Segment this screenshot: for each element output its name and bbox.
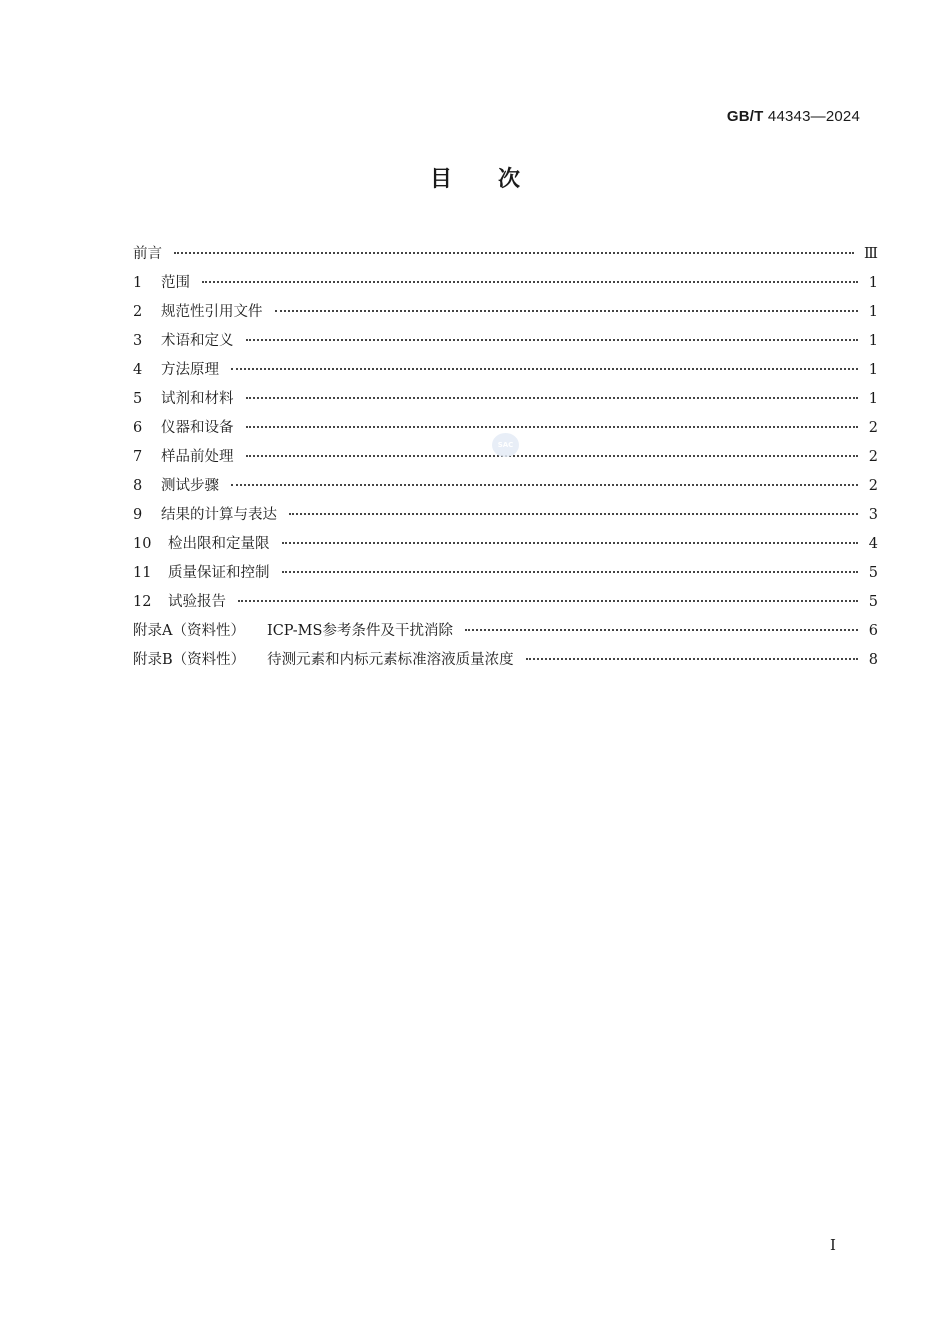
toc-entry-page: 1 xyxy=(868,391,878,407)
toc-entry-annex-a[interactable] xyxy=(133,617,878,646)
toc-entry-2[interactable] xyxy=(133,298,878,327)
toc-entry-label: 范围 xyxy=(161,275,190,291)
toc-entry-label: 测试步骤 xyxy=(161,478,219,494)
toc-entry-number: 6 xyxy=(133,420,143,436)
page-number: Ⅰ xyxy=(830,1236,836,1254)
toc-entry-number: 8 xyxy=(133,478,143,494)
toc-leader-dots xyxy=(202,281,858,283)
toc-entry-page: 1 xyxy=(868,362,878,378)
standard-prefix: GB/T xyxy=(726,108,764,125)
toc-entry-12[interactable] xyxy=(133,588,878,617)
toc-entry-page: 2 xyxy=(868,449,878,465)
standard-code: 44343—2024 xyxy=(767,108,860,125)
annex-kind: （资料性） xyxy=(172,623,245,639)
toc-entry-label: 前言 xyxy=(133,246,162,262)
standard-number xyxy=(727,108,860,125)
toc-entry-page: 2 xyxy=(868,420,878,436)
toc-leader-dots xyxy=(231,484,858,486)
toc-entry-number: 4 xyxy=(133,362,143,378)
toc-entry-number: 3 xyxy=(133,333,143,349)
page-title: 目次 xyxy=(429,167,566,192)
toc-leader-dots xyxy=(246,397,859,399)
toc-entry-label: 术语和定义 xyxy=(161,333,234,349)
toc-entry-annex-b[interactable] xyxy=(133,646,878,675)
toc-leader-dots xyxy=(289,513,858,515)
annex-label: ICP-MS参考条件及干扰消除 xyxy=(266,623,453,639)
toc-entry-page: 2 xyxy=(868,478,878,494)
toc-entry-8[interactable] xyxy=(133,472,878,501)
toc-leader-dots xyxy=(238,600,858,602)
toc-entry-number: 1 xyxy=(133,275,143,291)
table-of-contents xyxy=(133,240,878,675)
toc-entry-page: 1 xyxy=(868,304,878,320)
annex-label: 待测元素和内标元素标准溶液质量浓度 xyxy=(267,652,514,668)
toc-entry-number: 7 xyxy=(133,449,143,465)
toc-entry-page: 1 xyxy=(868,333,878,349)
toc-entry-page: 5 xyxy=(868,565,878,581)
annex-id: 附录B xyxy=(133,652,173,668)
toc-leader-dots xyxy=(174,252,854,254)
toc-leader-dots xyxy=(231,368,858,370)
toc-entry-label: 结果的计算与表达 xyxy=(161,507,277,523)
toc-leader-dots xyxy=(275,310,859,312)
toc-entry-label: 检出限和定量限 xyxy=(168,536,270,552)
toc-entry-10[interactable] xyxy=(133,530,878,559)
toc-entry-number: 9 xyxy=(133,507,143,523)
toc-entry-label: 试验报告 xyxy=(168,594,226,610)
toc-entry-3[interactable] xyxy=(133,327,878,356)
toc-entry-page: 1 xyxy=(868,275,878,291)
annex-id: 附录A xyxy=(133,623,173,639)
toc-entry-number: 2 xyxy=(133,304,143,320)
toc-entry-9[interactable] xyxy=(133,501,878,530)
toc-entry-11[interactable] xyxy=(133,559,878,588)
toc-entry-foreword[interactable] xyxy=(133,240,878,269)
toc-entry-5[interactable] xyxy=(133,385,878,414)
toc-leader-dots xyxy=(282,542,859,544)
sac-watermark-logo: SAC xyxy=(492,433,519,457)
toc-entry-label: 仪器和设备 xyxy=(161,420,234,436)
toc-entry-number: 12 xyxy=(133,594,152,610)
toc-entry-number: 10 xyxy=(133,536,152,552)
toc-entry-page: 3 xyxy=(868,507,878,523)
toc-entry-number: 5 xyxy=(133,391,143,407)
toc-entry-page: 4 xyxy=(868,536,878,552)
toc-entry-number: 11 xyxy=(133,565,152,581)
toc-leader-dots xyxy=(526,658,858,660)
toc-entry-page: Ⅲ xyxy=(864,246,878,262)
toc-entry-label: 方法原理 xyxy=(161,362,219,378)
toc-entry-label: 样品前处理 xyxy=(161,449,234,465)
toc-leader-dots xyxy=(246,339,859,341)
toc-entry-page: 5 xyxy=(868,594,878,610)
toc-entry-label: 试剂和材料 xyxy=(161,391,234,407)
annex-kind: （资料性） xyxy=(172,652,246,668)
toc-entry-label: 质量保证和控制 xyxy=(168,565,270,581)
toc-leader-dots xyxy=(282,571,859,573)
toc-entry-1[interactable] xyxy=(133,269,878,298)
toc-entry-page: 8 xyxy=(868,652,878,668)
toc-entry-label: 规范性引用文件 xyxy=(161,304,263,320)
toc-entry-page: 6 xyxy=(868,623,878,639)
toc-entry-4[interactable] xyxy=(133,356,878,385)
toc-leader-dots xyxy=(246,426,859,428)
toc-leader-dots xyxy=(246,455,859,457)
toc-leader-dots xyxy=(465,629,858,631)
